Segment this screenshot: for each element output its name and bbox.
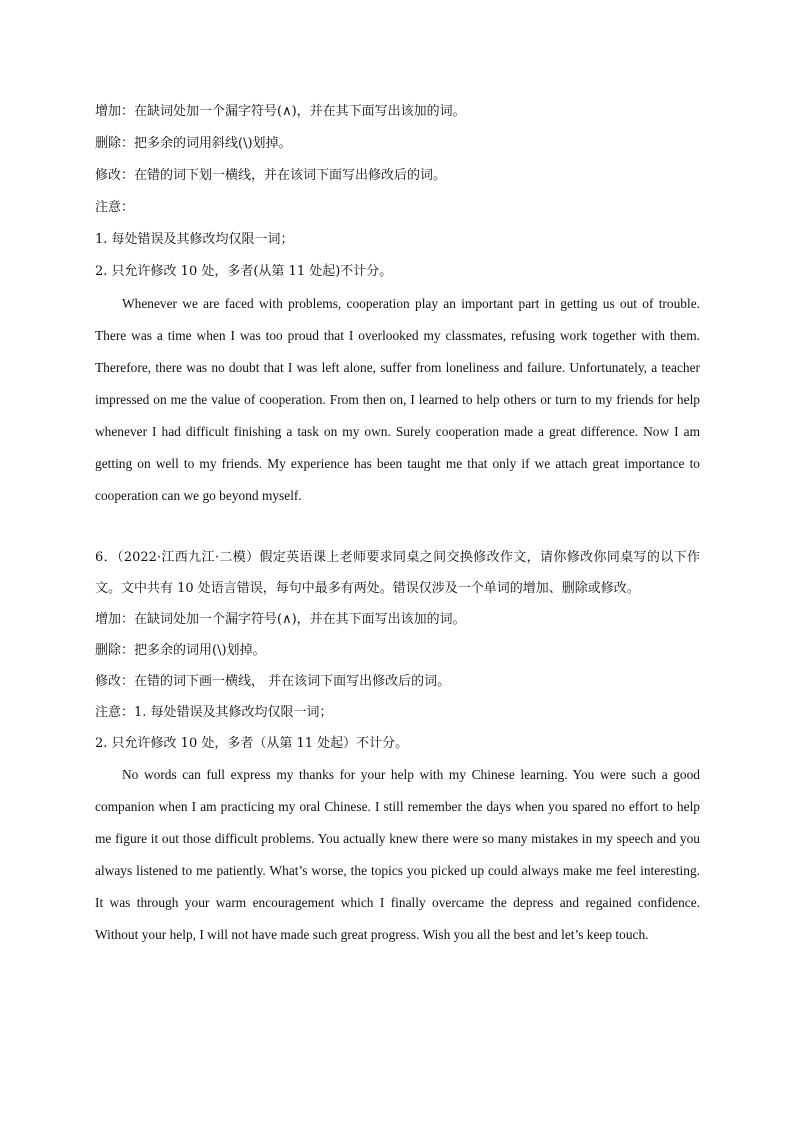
passage-2: No words can full express my thanks for your help with my Chinese learning. You were such a good companion when I am practicing my oral Chinese. I still remember the days when you spared no effort to help me figure it out those difficult problems. You actually knew there were so many mistakes in my speech and you always listened to me patiently. What’s worse, the topics you picked up could always make me feel interesting. It was through your warm encouragement which I finally overcame the depress and regained confidence. Without your help, I will not have made such great progress. Wish you all the best and let’s keep touch. [95,767,700,942]
instruction-note-heading: 注意： [95,200,135,215]
question-6-prompt: 6．（2022·江西九江·二模）假定英语课上老师要求同桌之间交换修改作文，请你修改你同桌写的以下作文。文中共有 10 处语言错误，每句中最多有两处。错误仅涉及一个单词的增加、删除或修改。 [95,550,700,596]
document-page [95,96,700,951]
passage-1: Whenever we are faced with problems, cooperation play an important part in getting us out of trouble. There was a time when I was too proud that I overlooked my classmates, refusing work together with them. Therefore, there was no doubt that I was left alone, suffer from loneliness and failure. Unfortunately, a teacher impressed on me the value of cooperation. From then on, I learned to help others or turn to my friends for help whenever I had difficult finishing a task on my own. Surely cooperation made a great difference. Now I am getting on well to my friends. My experience has been taught me that only if we attach great importance to cooperation can we go beyond myself. [95,296,700,503]
section-2 [95,542,700,951]
instruction-delete: 删除：把多余的词用(\)划掉。 [95,643,266,658]
instruction-modify: 修改：在错的词下划一横线，并在该词下面写出修改后的词。 [95,168,447,183]
instruction-note-1: 注意：1. 每处错误及其修改均仅限一词； [95,705,333,720]
instruction-delete: 删除：把多余的词用斜线(\)划掉。 [95,136,292,151]
instruction-add: 增加：在缺词处加一个漏字符号(∧)，并在其下面写出该加的词。 [95,104,466,119]
section-1 [95,96,700,512]
section-gap [95,512,700,542]
instruction-note-2: 2. 只允许修改 10 处，多者（从第 11 处起）不计分。 [95,736,409,751]
instruction-modify: 修改：在错的词下画一横线， 并在该词下面写出修改后的词。 [95,674,451,689]
instruction-note-2: 2. 只允许修改 10 处，多者(从第 11 处起)不计分。 [95,264,393,279]
instruction-add: 增加：在缺词处加一个漏字符号(∧)，并在其下面写出该加的词。 [95,612,466,627]
instruction-note-1: 1. 每处错误及其修改均仅限一词； [95,232,294,247]
